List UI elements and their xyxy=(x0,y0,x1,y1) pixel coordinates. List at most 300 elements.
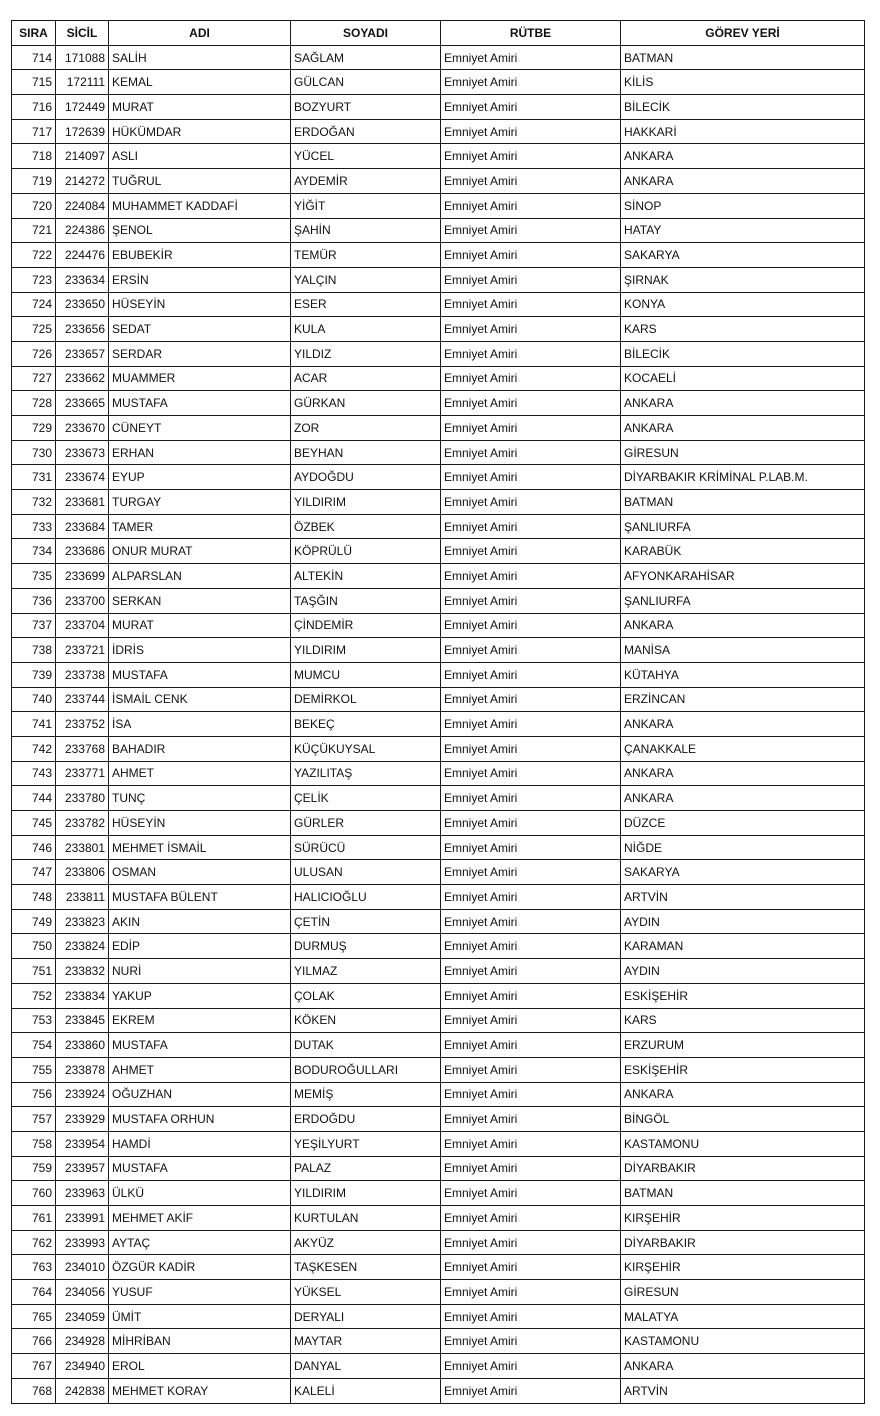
adi-cell: NURİ xyxy=(109,959,291,984)
adi-cell: İDRİS xyxy=(109,638,291,663)
gorev-yeri-cell: AYDIN xyxy=(621,909,865,934)
soyadi-cell: YILDIZ xyxy=(291,341,441,366)
sicil-cell: 233832 xyxy=(56,959,109,984)
adi-cell: ÜMİT xyxy=(109,1304,291,1329)
sira-cell: 724 xyxy=(12,292,56,317)
gorev-yeri-cell: MANİSA xyxy=(621,638,865,663)
soyadi-cell: YILMAZ xyxy=(291,959,441,984)
adi-cell: ÖZGÜR KADİR xyxy=(109,1255,291,1280)
adi-cell: ASLI xyxy=(109,144,291,169)
soyadi-cell: ACAR xyxy=(291,366,441,391)
rutbe-cell: Emniyet Amiri xyxy=(441,934,621,959)
table-row xyxy=(12,440,865,465)
soyadi-cell: ÇİNDEMİR xyxy=(291,613,441,638)
adi-cell: MUSTAFA xyxy=(109,1156,291,1181)
rutbe-cell: Emniyet Amiri xyxy=(441,1378,621,1403)
sicil-cell: 233704 xyxy=(56,613,109,638)
header-sira: SIRA xyxy=(12,21,56,46)
adi-cell: YAKUP xyxy=(109,983,291,1008)
adi-cell: TAMER xyxy=(109,514,291,539)
sira-cell: 755 xyxy=(12,1057,56,1082)
sicil-cell: 233662 xyxy=(56,366,109,391)
sicil-cell: 233878 xyxy=(56,1057,109,1082)
sicil-cell: 233721 xyxy=(56,638,109,663)
sicil-cell: 233673 xyxy=(56,440,109,465)
adi-cell: ONUR MURAT xyxy=(109,539,291,564)
adi-cell: MEHMET KORAY xyxy=(109,1378,291,1403)
rutbe-cell: Emniyet Amiri xyxy=(441,514,621,539)
soyadi-cell: GÜRLER xyxy=(291,811,441,836)
sira-cell: 747 xyxy=(12,860,56,885)
soyadi-cell: ÖZBEK xyxy=(291,514,441,539)
gorev-yeri-cell: ŞANLIURFA xyxy=(621,588,865,613)
gorev-yeri-cell: KARS xyxy=(621,317,865,342)
rutbe-cell: Emniyet Amiri xyxy=(441,292,621,317)
gorev-yeri-cell: ANKARA xyxy=(621,786,865,811)
table-row xyxy=(12,1057,865,1082)
sicil-cell: 214097 xyxy=(56,144,109,169)
rutbe-cell: Emniyet Amiri xyxy=(441,712,621,737)
sicil-cell: 233752 xyxy=(56,712,109,737)
table-row xyxy=(12,514,865,539)
rutbe-cell: Emniyet Amiri xyxy=(441,1057,621,1082)
sira-cell: 764 xyxy=(12,1280,56,1305)
soyadi-cell: KURTULAN xyxy=(291,1206,441,1231)
sicil-cell: 233845 xyxy=(56,1008,109,1033)
adi-cell: SERKAN xyxy=(109,588,291,613)
soyadi-cell: DERYALI xyxy=(291,1304,441,1329)
table-row xyxy=(12,588,865,613)
gorev-yeri-cell: KIRŞEHİR xyxy=(621,1206,865,1231)
adi-cell: SERDAR xyxy=(109,341,291,366)
gorev-yeri-cell: KİLİS xyxy=(621,70,865,95)
gorev-yeri-cell: KASTAMONU xyxy=(621,1329,865,1354)
adi-cell: MUHAMMET KADDAFİ xyxy=(109,193,291,218)
gorev-yeri-cell: SAKARYA xyxy=(621,860,865,885)
rutbe-cell: Emniyet Amiri xyxy=(441,885,621,910)
rutbe-cell: Emniyet Amiri xyxy=(441,539,621,564)
sira-cell: 728 xyxy=(12,391,56,416)
sira-cell: 762 xyxy=(12,1230,56,1255)
soyadi-cell: ALTEKİN xyxy=(291,564,441,589)
gorev-yeri-cell: KARABÜK xyxy=(621,539,865,564)
gorev-yeri-cell: ESKİŞEHİR xyxy=(621,1057,865,1082)
sicil-cell: 233657 xyxy=(56,341,109,366)
sicil-cell: 233957 xyxy=(56,1156,109,1181)
table-row xyxy=(12,761,865,786)
soyadi-cell: MEMİŞ xyxy=(291,1082,441,1107)
table-row xyxy=(12,95,865,120)
sicil-cell: 224476 xyxy=(56,243,109,268)
table-row xyxy=(12,193,865,218)
table-row xyxy=(12,267,865,292)
rutbe-cell: Emniyet Amiri xyxy=(441,95,621,120)
adi-cell: ERSİN xyxy=(109,267,291,292)
sira-cell: 734 xyxy=(12,539,56,564)
soyadi-cell: KULA xyxy=(291,317,441,342)
table-row xyxy=(12,736,865,761)
soyadi-cell: GÜLCAN xyxy=(291,70,441,95)
table-row xyxy=(12,687,865,712)
rutbe-cell: Emniyet Amiri xyxy=(441,1280,621,1305)
rutbe-cell: Emniyet Amiri xyxy=(441,736,621,761)
soyadi-cell: TAŞKESEN xyxy=(291,1255,441,1280)
adi-cell: ALPARSLAN xyxy=(109,564,291,589)
gorev-yeri-cell: HATAY xyxy=(621,218,865,243)
rutbe-cell: Emniyet Amiri xyxy=(441,45,621,70)
table-row xyxy=(12,662,865,687)
soyadi-cell: BEYHAN xyxy=(291,440,441,465)
table-row xyxy=(12,1206,865,1231)
table-row xyxy=(12,70,865,95)
rutbe-cell: Emniyet Amiri xyxy=(441,1329,621,1354)
sira-cell: 748 xyxy=(12,885,56,910)
table-row xyxy=(12,638,865,663)
sicil-cell: 233824 xyxy=(56,934,109,959)
table-row xyxy=(12,959,865,984)
sira-cell: 721 xyxy=(12,218,56,243)
gorev-yeri-cell: SAKARYA xyxy=(621,243,865,268)
gorev-yeri-cell: DÜZCE xyxy=(621,811,865,836)
rutbe-cell: Emniyet Amiri xyxy=(441,119,621,144)
adi-cell: ŞENOL xyxy=(109,218,291,243)
sicil-cell: 233634 xyxy=(56,267,109,292)
sira-cell: 736 xyxy=(12,588,56,613)
soyadi-cell: HALICIOĞLU xyxy=(291,885,441,910)
soyadi-cell: YEŞİLYURT xyxy=(291,1131,441,1156)
soyadi-cell: ZOR xyxy=(291,416,441,441)
soyadi-cell: BODUROĞULLARI xyxy=(291,1057,441,1082)
adi-cell: İSMAİL CENK xyxy=(109,687,291,712)
table-row xyxy=(12,1008,865,1033)
gorev-yeri-cell: DİYARBAKIR KRİMİNAL P.LAB.M. xyxy=(621,465,865,490)
soyadi-cell: ÇELİK xyxy=(291,786,441,811)
sicil-cell: 234010 xyxy=(56,1255,109,1280)
header-gorev-yeri: GÖREV YERİ xyxy=(621,21,865,46)
adi-cell: SEDAT xyxy=(109,317,291,342)
table-row xyxy=(12,1230,865,1255)
adi-cell: MUSTAFA ORHUN xyxy=(109,1107,291,1132)
adi-cell: İSA xyxy=(109,712,291,737)
sira-cell: 716 xyxy=(12,95,56,120)
sira-cell: 738 xyxy=(12,638,56,663)
soyadi-cell: DUTAK xyxy=(291,1033,441,1058)
adi-cell: EYUP xyxy=(109,465,291,490)
gorev-yeri-cell: KÜTAHYA xyxy=(621,662,865,687)
gorev-yeri-cell: KARS xyxy=(621,1008,865,1033)
adi-cell: ERHAN xyxy=(109,440,291,465)
adi-cell: MUSTAFA BÜLENT xyxy=(109,885,291,910)
sira-cell: 714 xyxy=(12,45,56,70)
table-row xyxy=(12,317,865,342)
table-row xyxy=(12,1156,865,1181)
soyadi-cell: YILDIRIM xyxy=(291,1181,441,1206)
rutbe-cell: Emniyet Amiri xyxy=(441,1033,621,1058)
table-row xyxy=(12,45,865,70)
rutbe-cell: Emniyet Amiri xyxy=(441,1156,621,1181)
table-row xyxy=(12,1304,865,1329)
adi-cell: MUAMMER xyxy=(109,366,291,391)
soyadi-cell: YILDIRIM xyxy=(291,490,441,515)
adi-cell: KEMAL xyxy=(109,70,291,95)
adi-cell: AYTAÇ xyxy=(109,1230,291,1255)
adi-cell: OSMAN xyxy=(109,860,291,885)
adi-cell: OĞUZHAN xyxy=(109,1082,291,1107)
rutbe-cell: Emniyet Amiri xyxy=(441,662,621,687)
sicil-cell: 233801 xyxy=(56,835,109,860)
gorev-yeri-cell: ŞANLIURFA xyxy=(621,514,865,539)
sira-cell: 739 xyxy=(12,662,56,687)
gorev-yeri-cell: ERZİNCAN xyxy=(621,687,865,712)
sira-cell: 731 xyxy=(12,465,56,490)
table-row xyxy=(12,218,865,243)
sicil-cell: 233665 xyxy=(56,391,109,416)
soyadi-cell: ERDOĞDU xyxy=(291,1107,441,1132)
sira-cell: 718 xyxy=(12,144,56,169)
soyadi-cell: PALAZ xyxy=(291,1156,441,1181)
sira-cell: 720 xyxy=(12,193,56,218)
adi-cell: BAHADIR xyxy=(109,736,291,761)
sicil-cell: 214272 xyxy=(56,169,109,194)
sicil-cell: 172449 xyxy=(56,95,109,120)
sicil-cell: 233681 xyxy=(56,490,109,515)
gorev-yeri-cell: ANKARA xyxy=(621,391,865,416)
gorev-yeri-cell: BATMAN xyxy=(621,45,865,70)
table-row xyxy=(12,292,865,317)
rutbe-cell: Emniyet Amiri xyxy=(441,613,621,638)
gorev-yeri-cell: AFYONKARAHİSAR xyxy=(621,564,865,589)
soyadi-cell: BEKEÇ xyxy=(291,712,441,737)
adi-cell: SALİH xyxy=(109,45,291,70)
header-sicil: SİCİL xyxy=(56,21,109,46)
soyadi-cell: ŞAHİN xyxy=(291,218,441,243)
sira-cell: 719 xyxy=(12,169,56,194)
adi-cell: HÜSEYİN xyxy=(109,811,291,836)
adi-cell: MURAT xyxy=(109,95,291,120)
table-row xyxy=(12,539,865,564)
sicil-cell: 233823 xyxy=(56,909,109,934)
adi-cell: MURAT xyxy=(109,613,291,638)
gorev-yeri-cell: DİYARBAKIR xyxy=(621,1230,865,1255)
sicil-cell: 234940 xyxy=(56,1354,109,1379)
gorev-yeri-cell: ANKARA xyxy=(621,712,865,737)
table-row xyxy=(12,490,865,515)
table-row xyxy=(12,811,865,836)
sira-cell: 743 xyxy=(12,761,56,786)
sira-cell: 733 xyxy=(12,514,56,539)
gorev-yeri-cell: GİRESUN xyxy=(621,440,865,465)
soyadi-cell: MAYTAR xyxy=(291,1329,441,1354)
rutbe-cell: Emniyet Amiri xyxy=(441,638,621,663)
sira-cell: 725 xyxy=(12,317,56,342)
gorev-yeri-cell: ÇANAKKALE xyxy=(621,736,865,761)
sira-cell: 754 xyxy=(12,1033,56,1058)
sira-cell: 768 xyxy=(12,1378,56,1403)
table-row xyxy=(12,1280,865,1305)
soyadi-cell: YİĞİT xyxy=(291,193,441,218)
table-row xyxy=(12,465,865,490)
table-row xyxy=(12,1378,865,1403)
soyadi-cell: KÜÇÜKUYSAL xyxy=(291,736,441,761)
sicil-cell: 233684 xyxy=(56,514,109,539)
sira-cell: 729 xyxy=(12,416,56,441)
soyadi-cell: DURMUŞ xyxy=(291,934,441,959)
rutbe-cell: Emniyet Amiri xyxy=(441,1230,621,1255)
soyadi-cell: KALELİ xyxy=(291,1378,441,1403)
rutbe-cell: Emniyet Amiri xyxy=(441,490,621,515)
rutbe-cell: Emniyet Amiri xyxy=(441,193,621,218)
sicil-cell: 234056 xyxy=(56,1280,109,1305)
rutbe-cell: Emniyet Amiri xyxy=(441,959,621,984)
adi-cell: TURGAY xyxy=(109,490,291,515)
rutbe-cell: Emniyet Amiri xyxy=(441,1131,621,1156)
sira-cell: 732 xyxy=(12,490,56,515)
rutbe-cell: Emniyet Amiri xyxy=(441,860,621,885)
rutbe-cell: Emniyet Amiri xyxy=(441,983,621,1008)
sicil-cell: 233744 xyxy=(56,687,109,712)
rutbe-cell: Emniyet Amiri xyxy=(441,70,621,95)
adi-cell: EROL xyxy=(109,1354,291,1379)
gorev-yeri-cell: DİYARBAKIR xyxy=(621,1156,865,1181)
table-row xyxy=(12,1033,865,1058)
gorev-yeri-cell: BATMAN xyxy=(621,1181,865,1206)
adi-cell: MUSTAFA xyxy=(109,1033,291,1058)
rutbe-cell: Emniyet Amiri xyxy=(441,811,621,836)
soyadi-cell: YÜKSEL xyxy=(291,1280,441,1305)
adi-cell: MUSTAFA xyxy=(109,391,291,416)
sicil-cell: 233699 xyxy=(56,564,109,589)
adi-cell: TUĞRUL xyxy=(109,169,291,194)
adi-cell: ÜLKÜ xyxy=(109,1181,291,1206)
sira-cell: 723 xyxy=(12,267,56,292)
table-row xyxy=(12,1255,865,1280)
rutbe-cell: Emniyet Amiri xyxy=(441,1107,621,1132)
rutbe-cell: Emniyet Amiri xyxy=(441,786,621,811)
sira-cell: 759 xyxy=(12,1156,56,1181)
gorev-yeri-cell: BİLECİK xyxy=(621,341,865,366)
sira-cell: 765 xyxy=(12,1304,56,1329)
table-row xyxy=(12,366,865,391)
gorev-yeri-cell: ŞIRNAK xyxy=(621,267,865,292)
sicil-cell: 233738 xyxy=(56,662,109,687)
sira-cell: 730 xyxy=(12,440,56,465)
adi-cell: EKREM xyxy=(109,1008,291,1033)
adi-cell: AKIN xyxy=(109,909,291,934)
gorev-yeri-cell: ANKARA xyxy=(621,1082,865,1107)
sicil-cell: 234059 xyxy=(56,1304,109,1329)
table-row xyxy=(12,786,865,811)
rutbe-cell: Emniyet Amiri xyxy=(441,391,621,416)
sicil-cell: 233782 xyxy=(56,811,109,836)
adi-cell: AHMET xyxy=(109,1057,291,1082)
sicil-cell: 224084 xyxy=(56,193,109,218)
header-adi: ADI xyxy=(109,21,291,46)
adi-cell: HÜSEYİN xyxy=(109,292,291,317)
table-row xyxy=(12,243,865,268)
sira-cell: 717 xyxy=(12,119,56,144)
soyadi-cell: YALÇIN xyxy=(291,267,441,292)
adi-cell: HÜKÜMDAR xyxy=(109,119,291,144)
sicil-cell: 233860 xyxy=(56,1033,109,1058)
header-row xyxy=(12,21,865,46)
table-row xyxy=(12,1107,865,1132)
rutbe-cell: Emniyet Amiri xyxy=(441,1304,621,1329)
rutbe-cell: Emniyet Amiri xyxy=(441,588,621,613)
sicil-cell: 233674 xyxy=(56,465,109,490)
soyadi-cell: AYDOĞDU xyxy=(291,465,441,490)
rutbe-cell: Emniyet Amiri xyxy=(441,1354,621,1379)
gorev-yeri-cell: BİNGÖL xyxy=(621,1107,865,1132)
rutbe-cell: Emniyet Amiri xyxy=(441,1082,621,1107)
gorev-yeri-cell: ANKARA xyxy=(621,1354,865,1379)
soyadi-cell: TAŞĞIN xyxy=(291,588,441,613)
sicil-cell: 171088 xyxy=(56,45,109,70)
soyadi-cell: ÇOLAK xyxy=(291,983,441,1008)
soyadi-cell: SÜRÜCÜ xyxy=(291,835,441,860)
table-row xyxy=(12,613,865,638)
gorev-yeri-cell: ANKARA xyxy=(621,169,865,194)
sira-cell: 760 xyxy=(12,1181,56,1206)
adi-cell: EBUBEKİR xyxy=(109,243,291,268)
sira-cell: 757 xyxy=(12,1107,56,1132)
rutbe-cell: Emniyet Amiri xyxy=(441,1008,621,1033)
header-rutbe: RÜTBE xyxy=(441,21,621,46)
gorev-yeri-cell: GİRESUN xyxy=(621,1280,865,1305)
sicil-cell: 172111 xyxy=(56,70,109,95)
rutbe-cell: Emniyet Amiri xyxy=(441,909,621,934)
sira-cell: 744 xyxy=(12,786,56,811)
personnel-table xyxy=(11,20,865,1404)
gorev-yeri-cell: ARTVİN xyxy=(621,1378,865,1403)
gorev-yeri-cell: ARTVİN xyxy=(621,885,865,910)
rutbe-cell: Emniyet Amiri xyxy=(441,366,621,391)
soyadi-cell: SAĞLAM xyxy=(291,45,441,70)
gorev-yeri-cell: BİLECİK xyxy=(621,95,865,120)
rutbe-cell: Emniyet Amiri xyxy=(441,317,621,342)
sicil-cell: 234928 xyxy=(56,1329,109,1354)
table-row xyxy=(12,341,865,366)
soyadi-cell: YAZILITAŞ xyxy=(291,761,441,786)
rutbe-cell: Emniyet Amiri xyxy=(441,465,621,490)
table-row xyxy=(12,835,865,860)
rutbe-cell: Emniyet Amiri xyxy=(441,1206,621,1231)
adi-cell: CÜNEYT xyxy=(109,416,291,441)
table-row xyxy=(12,1329,865,1354)
table-row xyxy=(12,885,865,910)
rutbe-cell: Emniyet Amiri xyxy=(441,1255,621,1280)
sicil-cell: 233656 xyxy=(56,317,109,342)
adi-cell: MEHMET AKİF xyxy=(109,1206,291,1231)
soyadi-cell: BOZYURT xyxy=(291,95,441,120)
soyadi-cell: ULUSAN xyxy=(291,860,441,885)
sira-cell: 715 xyxy=(12,70,56,95)
adi-cell: MEHMET İSMAİL xyxy=(109,835,291,860)
sira-cell: 761 xyxy=(12,1206,56,1231)
gorev-yeri-cell: ANKARA xyxy=(621,613,865,638)
gorev-yeri-cell: SİNOP xyxy=(621,193,865,218)
sicil-cell: 233650 xyxy=(56,292,109,317)
sira-cell: 763 xyxy=(12,1255,56,1280)
soyadi-cell: YILDIRIM xyxy=(291,638,441,663)
rutbe-cell: Emniyet Amiri xyxy=(441,169,621,194)
rutbe-cell: Emniyet Amiri xyxy=(441,761,621,786)
table-row xyxy=(12,983,865,1008)
table-row xyxy=(12,860,865,885)
sira-cell: 740 xyxy=(12,687,56,712)
soyadi-cell: ERDOĞAN xyxy=(291,119,441,144)
rutbe-cell: Emniyet Amiri xyxy=(441,1181,621,1206)
sira-cell: 751 xyxy=(12,959,56,984)
